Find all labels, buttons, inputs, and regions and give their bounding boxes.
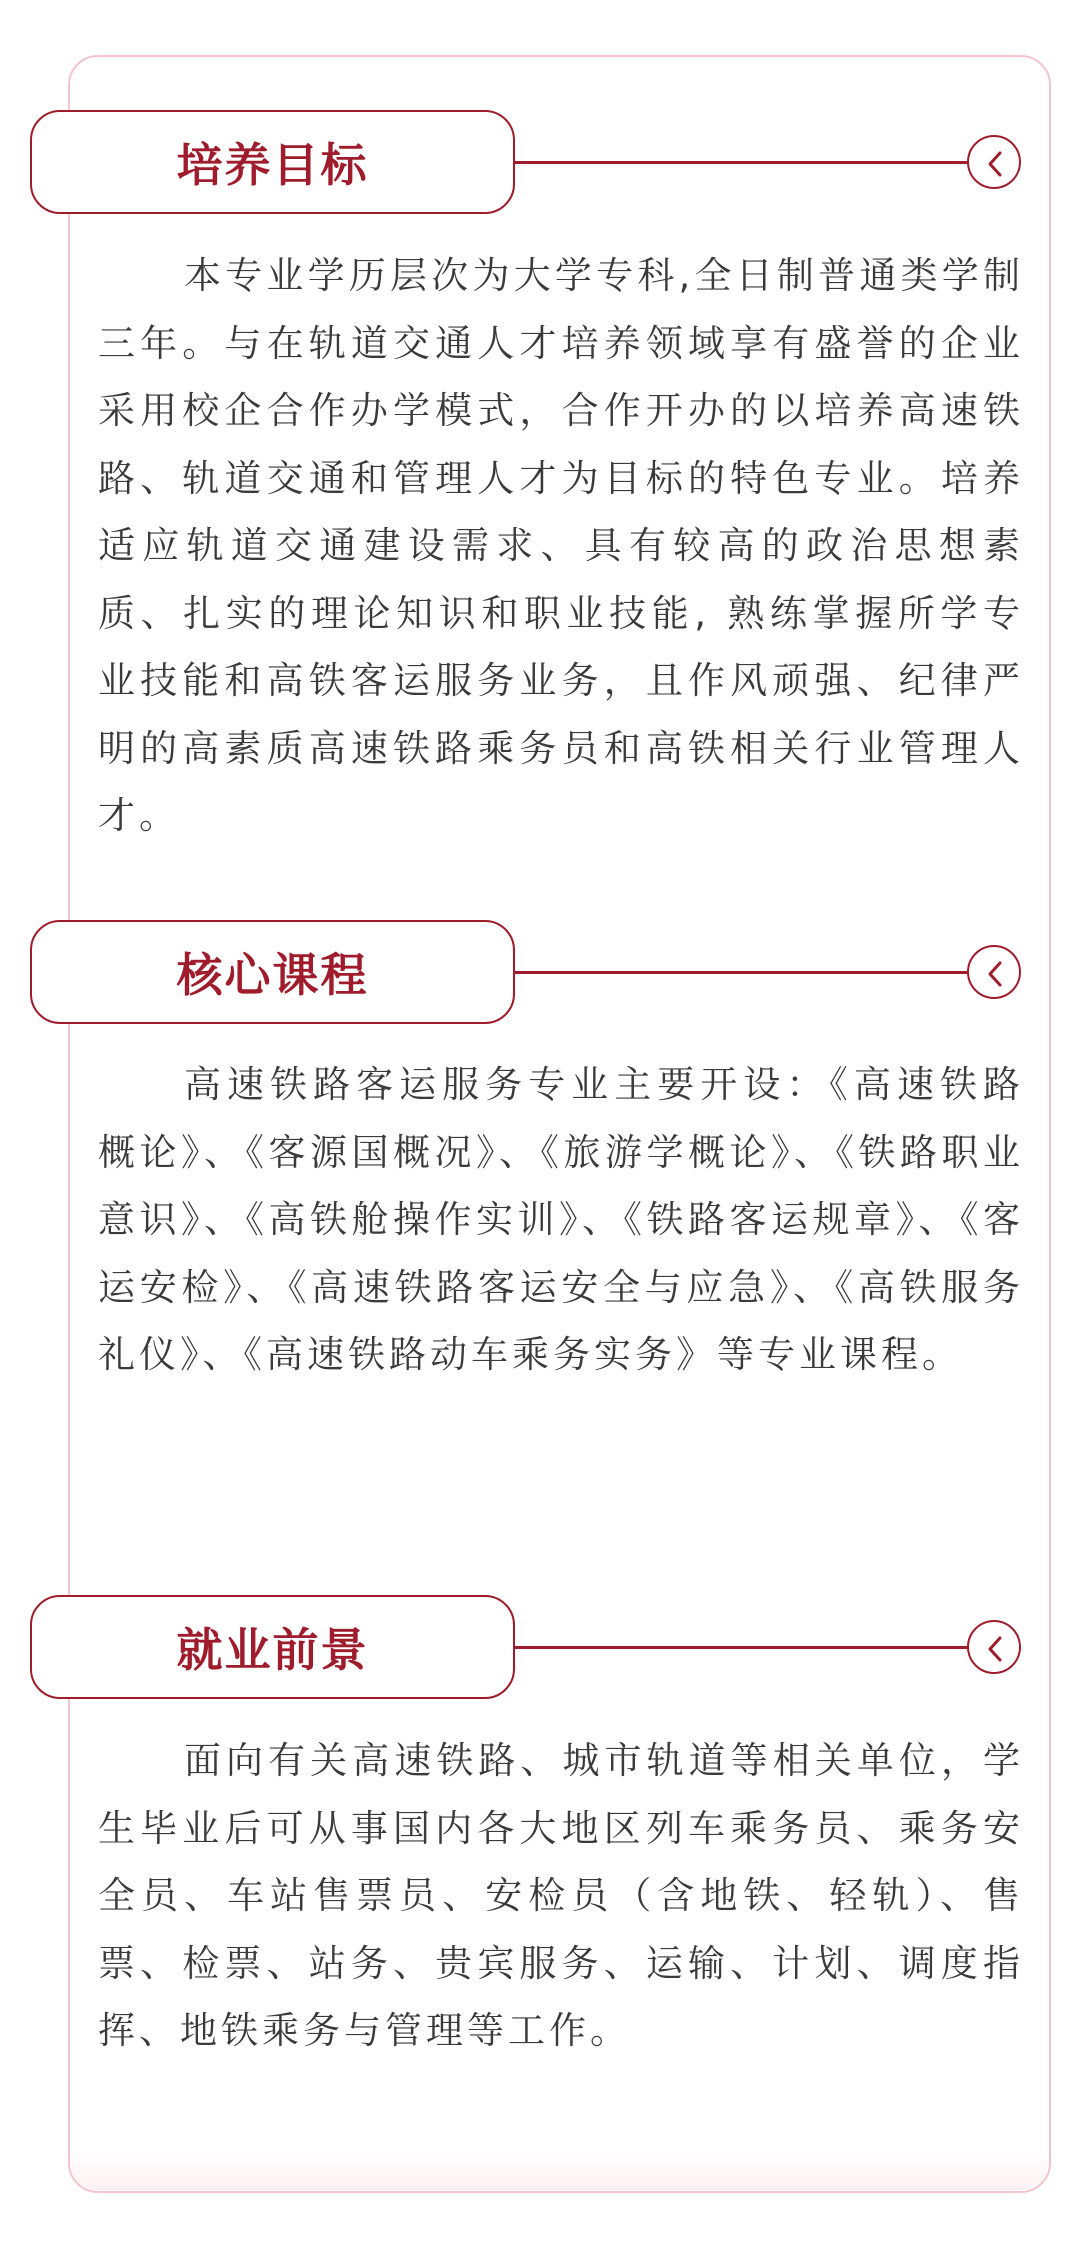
chevron-left-icon[interactable] xyxy=(967,135,1021,189)
section-header-employment xyxy=(30,1595,1025,1703)
section-title-pill xyxy=(30,110,515,214)
section-body-text: 面向有关高速铁路、城市轨道等相关单位，学生毕业后可从事国内各大地区列车乘务员、乘务安全员、车站售票员、安检员（含地铁、轻轨）、售票、检票、站务、贵宾服务、运输、计划、调度指挥、地铁乘务与管理等工作。 xyxy=(98,1739,1024,2052)
section-title: 就业前景 xyxy=(176,1623,369,1677)
chevron-left-icon[interactable] xyxy=(967,1620,1021,1674)
header-divider-line xyxy=(515,161,970,164)
section-header-training-goals xyxy=(30,110,1025,218)
section-title-pill xyxy=(30,1595,515,1699)
section-title-pill xyxy=(30,920,515,1024)
section-title: 培养目标 xyxy=(176,138,369,192)
section-body-text: 本专业学历层次为大学专科,全日制普通类学制三年。与在轨道交通人才培养领域享有盛誉的企业采用校企合作办学模式，合作开办的以培养高速铁路、轨道交通和管理人才为目标的特色专业。培养适应轨道交通建设需求、具有较高的政治思想素质、扎实的理论知识和职业技能, 熟练掌握所学专业技能和高铁客运服务业务，且作风顽强、纪律严明的高素质高速铁路乘务员和高铁相关行业管理人才。 xyxy=(98,254,1024,837)
header-divider-line xyxy=(515,971,970,974)
section-body-text: 高速铁路客运服务专业主要开设：《高速铁路概论》、《客源国概况》、《旅游学概论》、《铁路职业意识》、《高铁舱操作实训》、《铁路客运规章》、《客运安检》、《高速铁路客运安全与应急》、《高铁服务礼仪》、《高速铁路动车乘务实务》等专业课程。 xyxy=(98,1063,1024,1376)
chevron-left-icon[interactable] xyxy=(967,945,1021,999)
header-divider-line xyxy=(515,1646,970,1649)
section-title: 核心课程 xyxy=(176,948,369,1002)
section-header-core-courses xyxy=(30,920,1025,1028)
card-bottom-gradient xyxy=(70,2150,1049,2190)
